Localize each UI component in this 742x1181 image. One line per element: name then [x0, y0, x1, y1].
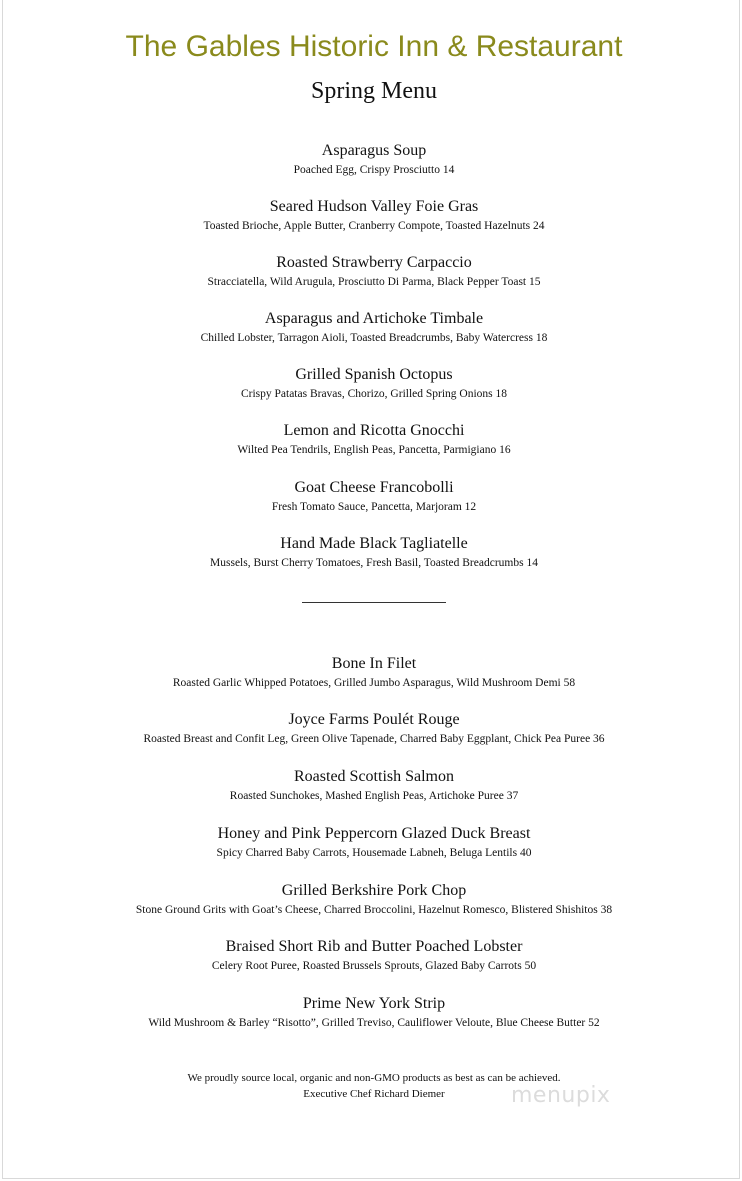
menu-item [3, 197, 742, 234]
menu-item [3, 767, 742, 804]
menu-title: Spring Menu [311, 78, 437, 104]
dish-name: Joyce Farms Poulét Rouge [288, 711, 460, 728]
dish-description: Chilled Lobster, Tarragon Aioli, Toasted Breadcrumbs, Baby Watercress 18 [200, 332, 548, 344]
dish-name: Asparagus and Artichoke Timbale [264, 310, 484, 327]
menu-item [3, 654, 742, 691]
dish-name: Roasted Strawberry Carpaccio [276, 254, 472, 271]
dish-description: Toasted Brioche, Apple Butter, Cranberry Compote, Toasted Hazelnuts 24 [203, 220, 545, 232]
menu-item [3, 309, 742, 346]
dish-description: Roasted Garlic Whipped Potatoes, Grilled Jumbo Asparagus, Wild Mushroom Demi 58 [172, 677, 576, 689]
dish-description: Roasted Breast and Confit Leg, Green Olive Tapenade, Charred Baby Eggplant, Chick Pea Puree 36 [143, 733, 605, 745]
dish-description: Stracciatella, Wild Arugula, Prosciutto Di Parma, Black Pepper Toast 15 [207, 276, 541, 288]
watermark: menupix [511, 1083, 611, 1108]
dish-description: Crispy Patatas Bravas, Chorizo, Grilled Spring Onions 18 [240, 388, 508, 400]
dish-description: Celery Root Puree, Roasted Brussels Sprouts, Glazed Baby Carrots 50 [211, 960, 537, 972]
executive-chef: Executive Chef Richard Diemer [303, 1088, 445, 1100]
dish-description: Poached Egg, Crispy Prosciutto 14 [293, 164, 455, 176]
menu-item [3, 824, 742, 861]
sourcing-note: We proudly source local, organic and non-GMO products as best as can be achieved. [187, 1072, 561, 1084]
dish-name: Hand Made Black Tagliatelle [280, 535, 468, 552]
section-divider [302, 602, 446, 603]
menu-item [3, 994, 742, 1031]
dish-name: Prime New York Strip [302, 995, 446, 1012]
dish-name: Roasted Scottish Salmon [294, 768, 454, 785]
menu-item [3, 365, 742, 402]
restaurant-name: The Gables Historic Inn & Restaurant [125, 30, 623, 63]
menu-item [3, 141, 742, 178]
dish-name: Goat Cheese Francobolli [294, 479, 454, 496]
menu-page [2, 0, 740, 1179]
dish-name: Asparagus Soup [321, 142, 427, 159]
dish-description: Mussels, Burst Cherry Tomatoes, Fresh Basil, Toasted Breadcrumbs 14 [210, 557, 538, 569]
dish-description: Stone Ground Grits with Goat’s Cheese, Charred Broccolini, Hazelnut Romesco, Blistered Shishitos 38 [135, 904, 613, 916]
dish-description: Roasted Sunchokes, Mashed English Peas, Artichoke Puree 37 [229, 790, 519, 802]
menu-item [3, 937, 742, 974]
dish-description: Spicy Charred Baby Carrots, Housemade Labneh, Beluga Lentils 40 [216, 847, 532, 859]
menu-footer [3, 1070, 742, 1102]
menu-item [3, 710, 742, 747]
dish-description: Fresh Tomato Sauce, Pancetta, Marjoram 12 [271, 501, 477, 513]
menu-item [3, 478, 742, 515]
dish-name: Grilled Spanish Octopus [295, 366, 453, 383]
dish-name: Bone In Filet [331, 655, 417, 672]
dish-name: Lemon and Ricotta Gnocchi [283, 422, 465, 439]
dish-name: Braised Short Rib and Butter Poached Lobster [225, 938, 523, 955]
menu-item [3, 881, 742, 918]
dish-name: Grilled Berkshire Pork Chop [281, 882, 467, 899]
menu-item [3, 421, 742, 458]
dish-description: Wild Mushroom & Barley “Risotto”, Grilled Treviso, Cauliflower Veloute, Blue Cheese Butter 52 [148, 1017, 600, 1029]
menu-item [3, 253, 742, 290]
menu-item [3, 534, 742, 571]
dish-description: Wilted Pea Tendrils, English Peas, Pancetta, Parmigiano 16 [237, 444, 511, 456]
dish-name: Seared Hudson Valley Foie Gras [269, 198, 479, 215]
dish-name: Honey and Pink Peppercorn Glazed Duck Breast [217, 825, 531, 842]
